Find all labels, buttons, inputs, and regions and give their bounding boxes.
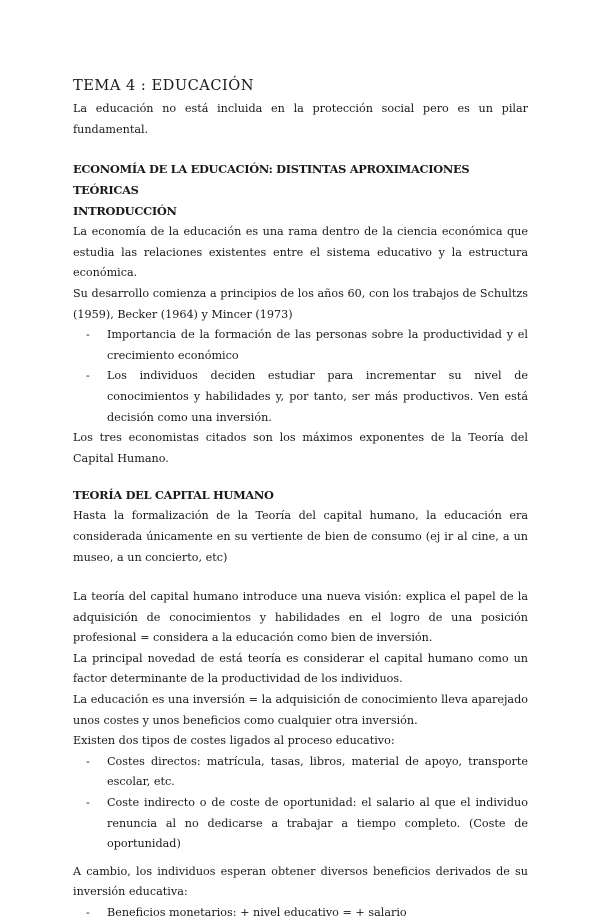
paragraph: Su desarrollo comienza a principios de los años 60, con los trabajos de Schultzs (1959), Becker (1964) y Mincer (1973)	[73, 286, 528, 321]
bullet-list	[73, 752, 528, 855]
paragraph: A cambio, los individuos esperan obtener diversos beneficios derivados de su inversión educativa:	[73, 864, 528, 899]
bullet-list	[73, 903, 528, 924]
list-item: - Importancia de la formación de las personas sobre la productividad y el crecimiento económico	[73, 325, 528, 366]
list-item: - Coste indirecto o de coste de oportunidad: el salario al que el individuo renuncia al no dedicarse a trabajar a tiempo completo. (Coste de oportunidad)	[73, 793, 528, 855]
list-item: - Costes directos: matrícula, tasas, libros, material de apoyo, transporte escolar, etc.	[73, 752, 528, 793]
paragraph: La economía de la educación es una rama dentro de la ciencia económica que estudia las relaciones existentes entre el sistema educativo y la estructura económica.	[73, 225, 528, 280]
paragraph: La teoría del capital humano introduce una nueva visión: explica el papel de la adquisición de conocimientos y habilidades en el logro de una posición profesional = considera a la educación como bien de inversión.	[73, 590, 528, 645]
list-item: - Beneficios monetarios: + nivel educativo = + salario	[73, 903, 528, 924]
list-item: - Los individuos deciden estudiar para incrementar su nivel de conocimientos y habilidades y, por tanto, ser más productivos. Ven está decisión como una inversión.	[73, 366, 528, 428]
section-heading-economia: ECONOMÍA DE LA EDUCACIÓN: DISTINTAS APROXIMACIONES TEÓRICAS	[73, 162, 470, 198]
section-heading-capital-humano: TEORÍA DEL CAPITAL HUMANO	[73, 488, 274, 503]
bullet-list	[73, 325, 528, 428]
paragraph: Existen dos tipos de costes ligados al proceso educativo:	[73, 734, 395, 748]
paragraph: Hasta la formalización de la Teoría del capital humano, la educación era considerada únicamente en su vertiente de bien de consumo (ej ir al cine, a un museo, a un concierto, etc)	[73, 509, 528, 564]
paragraph: Los tres economistas citados son los máximos exponentes de la Teoría del Capital Humano.	[73, 431, 528, 465]
intro-paragraph: La educación no está incluida en la protección social pero es un pilar fundamental.	[73, 102, 528, 136]
paragraph: La educación es una inversión = la adquisición de conocimiento lleva aparejado unos costes y unos beneficios como cualquier otra inversión.	[73, 693, 528, 727]
paragraph: La principal novedad de está teoría es considerar el capital humano como un factor determinante de la productividad de los individuos.	[73, 651, 528, 686]
subheading-introduccion: INTRODUCCIÓN	[73, 204, 177, 219]
page-title: TEMA 4 : EDUCACIÓN	[73, 77, 255, 94]
